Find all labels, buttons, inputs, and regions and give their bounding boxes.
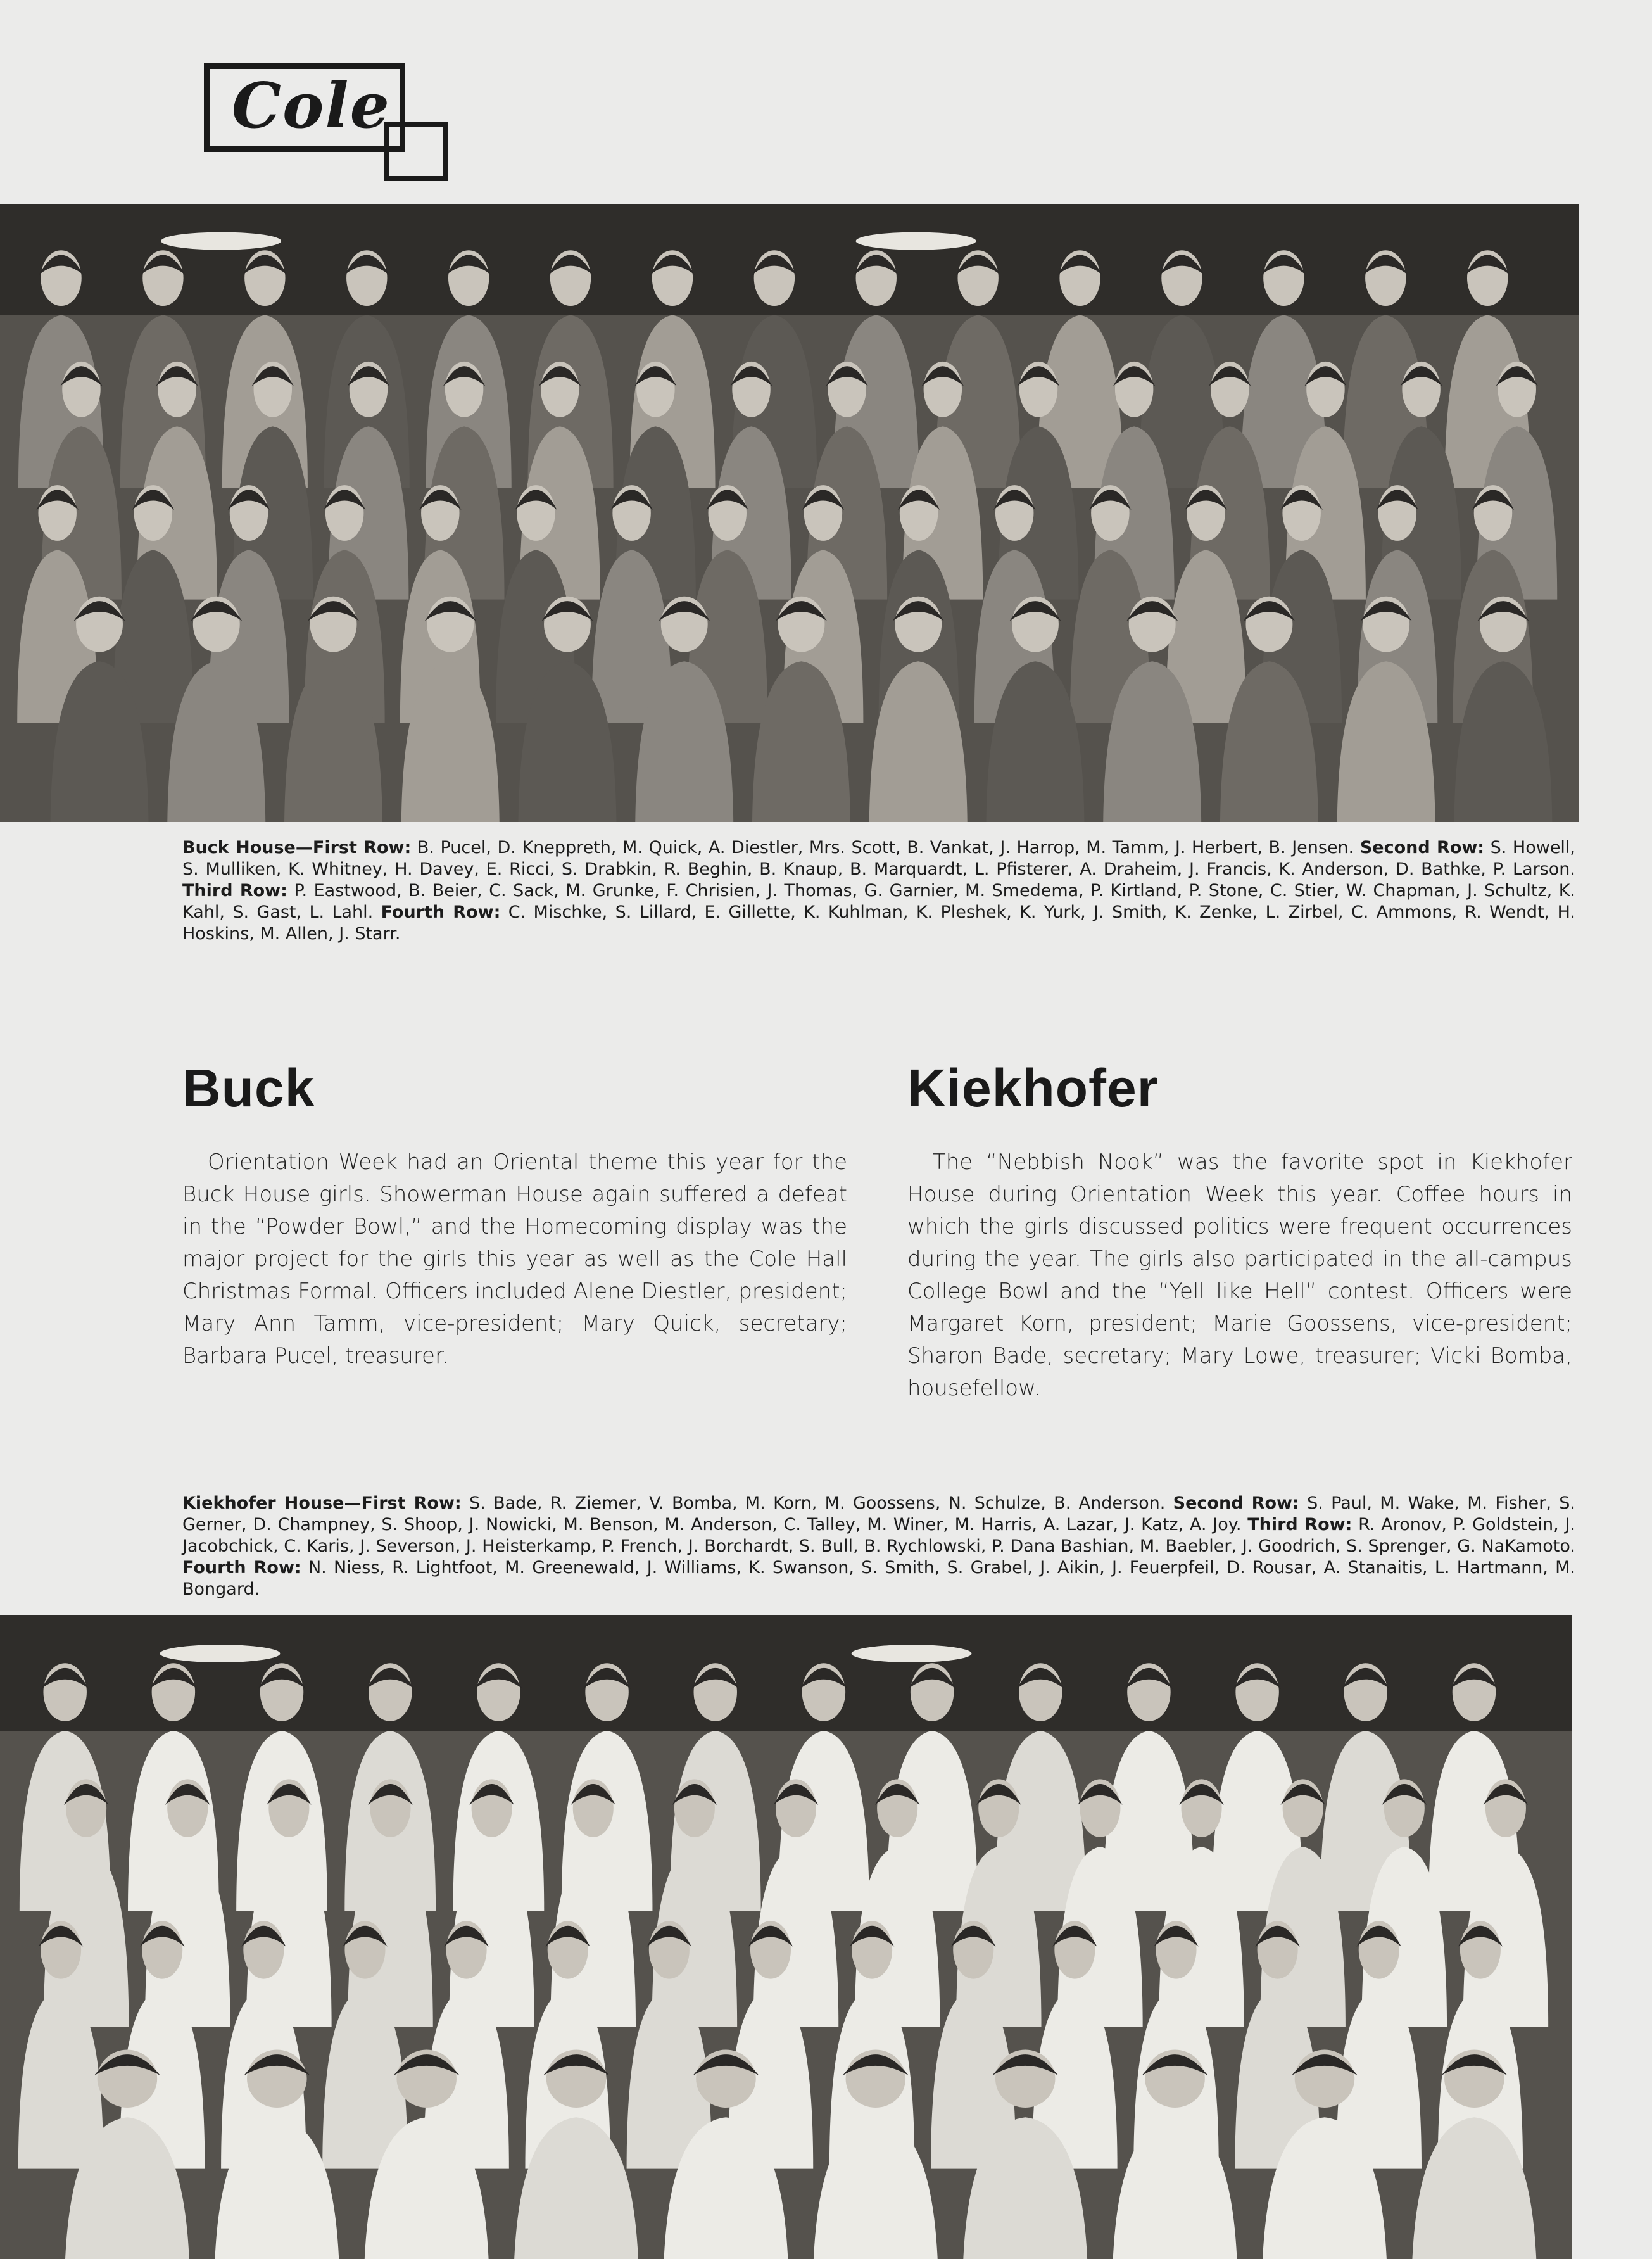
caption-row-names: B. Pucel, D. Kneppreth, M. Quick, A. Diestler, Mrs. Scott, B. Vankat, J. Harrop, M. Tamm, J. Herbert, B. Jensen. bbox=[417, 838, 1354, 857]
kiekhofer-article bbox=[907, 1146, 1572, 1405]
buck-house-photo bbox=[0, 204, 1579, 822]
kiekhofer-house-photo bbox=[0, 1615, 1572, 2259]
caption-row-label: Third Row: bbox=[182, 881, 287, 901]
caption-row-label: Fourth Row: bbox=[381, 902, 501, 922]
caption-row-label: First Row: bbox=[312, 838, 412, 857]
logo-text: Cole bbox=[232, 70, 391, 142]
caption-row-names: R. Aronov, P. Goldstein, J. Jacobchick, C. Karis, J. Severson, J. Heisterkamp, P. French, J. Borchardt, S. Bull, B. Rychlowski, P. Dana Bashian, M. Baebler, J. Goodrich, S. Sprenger, G. NaKamoto. bbox=[182, 1515, 1575, 1556]
kiekhofer-heading: Kiekhofer bbox=[907, 1058, 1159, 1118]
caption-row-label: First Row: bbox=[361, 1493, 462, 1513]
logo-accent-box bbox=[384, 122, 448, 181]
caption-row-label: Fourth Row: bbox=[182, 1558, 301, 1578]
kiekhofer-house-caption: Kiekhofer House—First Row: S. Bade, R. Ziemer, V. Bomba, M. Korn, M. Goossens, N. Schulze, B. Anderson. Second Row: S. Paul, M. Wake, M. Fisher, S. Gerner, D. Champney, S. Shoop, J. Nowicki, M. Benson, M. Anderson, C. Talley, M. Winer, M. Harris, A. Lazar, J. Katz, A. Joy. Third Row: R. Aronov, P. Goldstein, J. Jacobchick, C. Karis, J. Severson, J. Heisterkamp, P. French, J. Borchardt, S. Bull, B. Rychlowski, P. Dana Bashian, M. Baebler, J. Goodrich, S. Sprenger, G. NaKamoto. Fourth Row: N. Niess, R. Lightfoot, M. Greenewald, J. Williams, K. Swanson, S. Smith, S. Grabel, J. Aikin, J. Feuerpfeil, D. Rousar, A. Stanaitis, L. Hartmann, M. Bongard. bbox=[182, 1493, 1576, 1599]
caption-row-names: N. Niess, R. Lightfoot, M. Greenewald, J. Williams, K. Swanson, S. Smith, S. Grabel, J. Aikin, J. Feuerpfeil, D. Rousar, A. Stanaitis, L. Hartmann, M. Bongard. bbox=[182, 1558, 1575, 1599]
caption-row-label: Second Row: bbox=[1359, 838, 1485, 857]
caption-row-names: S. Bade, R. Ziemer, V. Bomba, M. Korn, M. Goossens, N. Schulze, B. Anderson. bbox=[469, 1493, 1166, 1513]
buck-house-caption: Buck House—First Row: B. Pucel, D. Kneppreth, M. Quick, A. Diestler, Mrs. Scott, B. Vankat, J. Harrop, M. Tamm, J. Herbert, B. Jensen. Second Row: S. Howell, S. Mulliken, K. Whitney, H. Davey, E. Ricci, S. Drabkin, R. Beghin, B. Knaup, B. Marquardt, L. Pfisterer, A. Draheim, J. Francis, K. Anderson, D. Bathke, P. Larson. Third Row: P. Eastwood, B. Beier, C. Sack, M. Grunke, F. Chrisien, J. Thomas, G. Garnier, M. Smedema, P. Kirtland, P. Stone, C. Stier, W. Chapman, J. Schultz, K. Kahl, S. Gast, L. Lahl. Fourth Row: C. Mischke, S. Lillard, E. Gillette, K. Kuhlman, K. Pleshek, K. Yurk, J. Smith, K. Zenke, L. Zirbel, C. Ammons, R. Wendt, H. Hoskins, M. Allen, J. Starr. bbox=[182, 838, 1576, 944]
buck-heading: Buck bbox=[182, 1058, 315, 1118]
caption-row-names: P. Eastwood, B. Beier, C. Sack, M. Grunke, F. Chrisien, J. Thomas, G. Garnier, M. Smedema, P. Kirtland, P. Stone, C. Stier, W. Chapman, J. Schultz, K. Kahl, S. Gast, L. Lahl. bbox=[182, 881, 1575, 922]
caption-house-name: Buck House bbox=[182, 838, 296, 857]
buck-article bbox=[182, 1146, 847, 1372]
buck-house-photo-image bbox=[0, 204, 1579, 822]
caption-row-label: Second Row: bbox=[1173, 1493, 1299, 1513]
kiekhofer-article-text: The “Nebbish Nook” was the favorite spot in Kiekhofer House during Orientation Week this year. Coffee hours in which the girls discussed politics were frequent occurrences during the year. The girls also participated in the all-campus College Bowl and the “Yell like Hell” contest. Officers were Margaret Korn, president; Marie Goossens, vice-president; Sharon Bade, secretary; Mary Lowe, treasurer; Vicki Bomba, housefellow. bbox=[907, 1149, 1572, 1401]
caption-row-label: Third Row: bbox=[1247, 1515, 1352, 1534]
caption-row-names: S. Howell, S. Mulliken, K. Whitney, H. Davey, E. Ricci, S. Drabkin, R. Beghin, B. Knaup, B. Marquardt, L. Pfisterer, A. Draheim, J. Francis, K. Anderson, D. Bathke, P. Larson. bbox=[182, 838, 1576, 879]
kiekhofer-house-photo-image bbox=[0, 1615, 1572, 2259]
buck-article-text: Orientation Week had an Oriental theme this year for the Buck House girls. Showerman House again suffered a defeat in the “Powder Bowl,” and the Homecoming display was the major project for the girls this year as well as the Cole Hall Christmas Formal. Officers included Alene Diestler, president; Mary Ann Tamm, vice-president; Mary Quick, secretary; Barbara Pucel, treasurer. bbox=[182, 1149, 847, 1369]
caption-row-names: C. Mischke, S. Lillard, E. Gillette, K. Kuhlman, K. Pleshek, K. Yurk, J. Smith, K. Zenke, L. Zirbel, C. Ammons, R. Wendt, H. Hoskins, M. Allen, J. Starr. bbox=[182, 902, 1575, 944]
cole-logo bbox=[204, 63, 457, 184]
caption-row-names: S. Paul, M. Wake, M. Fisher, S. Gerner, D. Champney, S. Shoop, J. Nowicki, M. Benson, M. Anderson, C. Talley, M. Winer, M. Harris, A. Lazar, J. Katz, A. Joy. bbox=[182, 1493, 1576, 1534]
caption-house-name: Kiekhofer House bbox=[182, 1493, 344, 1513]
